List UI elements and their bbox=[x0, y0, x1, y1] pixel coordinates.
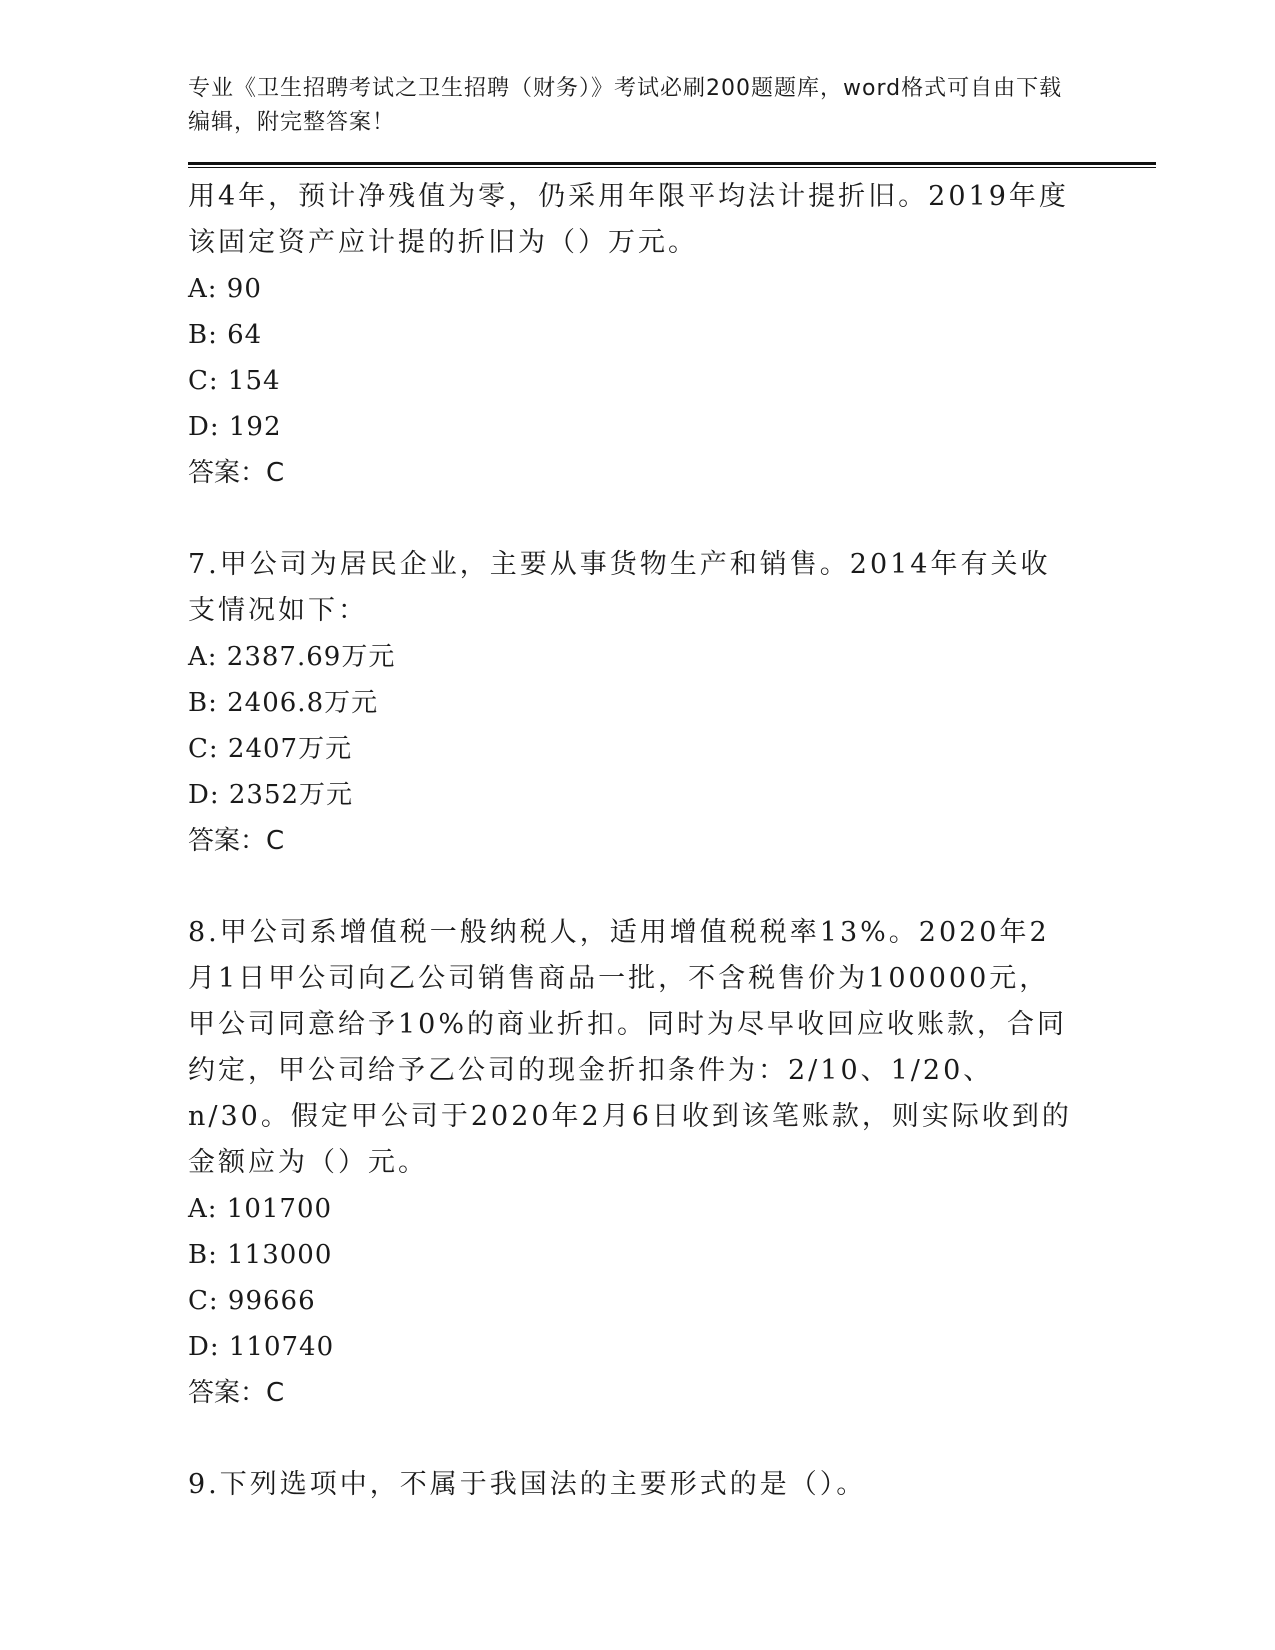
option-d: D: 110740 bbox=[188, 1332, 335, 1362]
question-6 bbox=[188, 174, 1156, 496]
option-b: B: 64 bbox=[188, 320, 263, 350]
option-c: C: 2407万元 bbox=[188, 734, 353, 764]
question-stem: 用4年，预计净残值为零，仍采用年限平均法计提折旧。2019年度该固定资产应计提的折旧为（）万元。 bbox=[188, 181, 1069, 258]
header-divider bbox=[188, 162, 1156, 168]
question-9 bbox=[188, 1462, 1156, 1508]
option-b: B: 113000 bbox=[188, 1240, 333, 1270]
option-a: A: 90 bbox=[188, 274, 262, 304]
option-b: B: 2406.8万元 bbox=[188, 688, 379, 718]
answer-line: 答案：C bbox=[188, 826, 285, 856]
document-header: 专业《卫生招聘考试之卫生招聘（财务）》考试必刷200题题库，word格式可自由下载编辑，附完整答案！ bbox=[188, 76, 1063, 135]
option-d: D: 192 bbox=[188, 412, 282, 442]
question-7 bbox=[188, 542, 1156, 864]
option-c: C: 154 bbox=[188, 366, 281, 396]
option-a: A: 101700 bbox=[188, 1194, 333, 1224]
question-stem: 7.甲公司为居民企业，主要从事货物生产和销售。2014年有关收支情况如下： bbox=[188, 549, 1051, 626]
option-c: C: 99666 bbox=[188, 1286, 316, 1316]
document-page bbox=[188, 72, 1156, 1508]
option-a: A: 2387.69万元 bbox=[188, 642, 396, 672]
question-stem: 8.甲公司系增值税一般纳税人，适用增值税税率13%。2020年2月1日甲公司向乙公司销售商品一批，不含税售价为100000元，甲公司同意给予10%的商业折扣。同时为尽早收回应收账款，合同约定，甲公司给予乙公司的现金折扣条件为：2/10、1/20、n/30。假定甲公司于2020年2月6日收到该笔账款，则实际收到的金额应为（）元。 bbox=[188, 917, 1072, 1178]
question-stem: 9.下列选项中，不属于我国法的主要形式的是（）。 bbox=[188, 1469, 867, 1500]
answer-line: 答案：C bbox=[188, 458, 285, 488]
question-8 bbox=[188, 910, 1156, 1416]
option-d: D: 2352万元 bbox=[188, 780, 354, 810]
answer-line: 答案：C bbox=[188, 1378, 285, 1408]
